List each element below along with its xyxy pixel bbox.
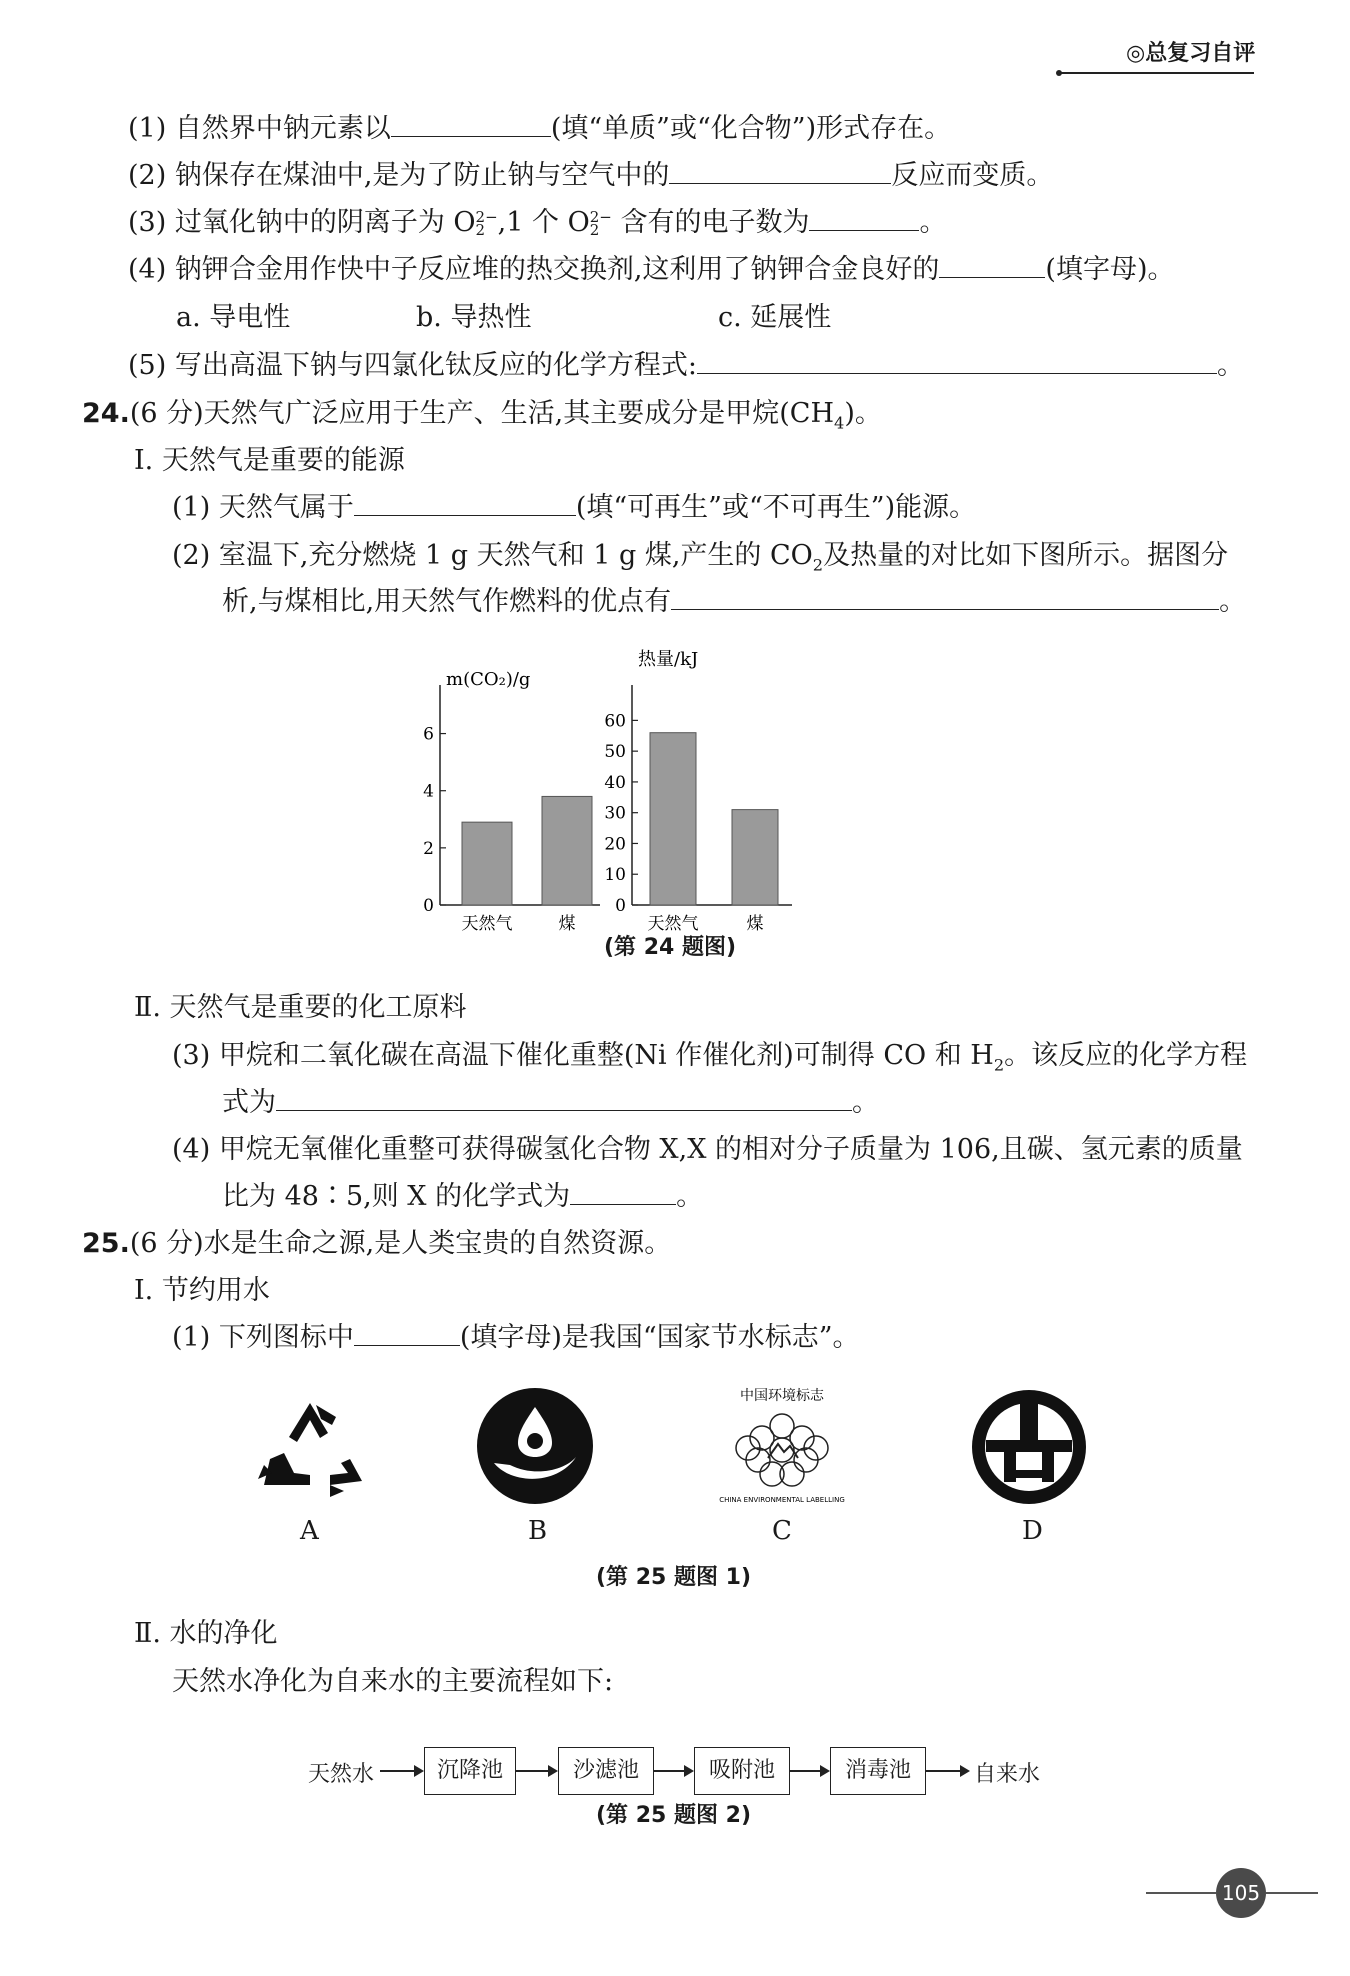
answer-blank[interactable] [697,349,1217,374]
answer-blank[interactable] [570,1180,676,1205]
bar [650,733,696,905]
icon-letter-a: A [300,1516,319,1546]
flow-step-settling: 沉降池 [424,1747,516,1795]
q24-part4-line1: (4) 甲烷无氧催化重整可获得碳氢化合物 X,X 的相对分子质量为 106,且碳、氢元素的质量 [172,1134,1243,1165]
option-a: a. 导电性 [176,302,291,333]
section-title: ◎总复习自评 [1126,41,1256,66]
flow-step-adsorption: 吸附池 [694,1747,790,1795]
header-rule [1058,72,1254,74]
y-tick-label: 2 [423,838,434,859]
q25-stem: 25.(6 分)水是生命之源,是人类宝贵的自然资源。 [82,1228,672,1259]
flow-intro: 天然水净化为自来水的主要流程如下: [172,1666,614,1697]
bar [732,810,778,905]
y-tick-label: 0 [423,896,434,916]
y-tick-label: 20 [604,834,626,855]
x-tick-label: 煤 [558,914,576,934]
flow-step-disinfection: 消毒池 [830,1747,926,1795]
flow-end: 自来水 [974,1762,1041,1787]
flow-arrow [790,1770,828,1772]
recycle-icon [250,1395,370,1505]
q24-part1: (1) 天然气属于 (填“可再生”或“不可再生”)能源。 [172,492,977,523]
answer-blank[interactable] [669,159,891,184]
flow-start: 天然水 [308,1762,375,1787]
q25-part1: (1) 下列图标中 (填字母)是我国“国家节水标志”。 [172,1322,860,1353]
y-axis-label: m(CO₂)/g [446,669,531,690]
answer-blank[interactable] [671,585,1219,610]
co2-mass-chart [423,669,600,934]
icon-letter-b: B [528,1516,548,1546]
q24-part2-line1: (2) 室温下,充分燃烧 1 g 天然气和 1 g 煤,产生的 $CO_2$及热量的对比如下图所示。据图分 [172,540,1229,575]
q23-part3: (3) 过氧化钠中的阴离子为 O 2− 2 ,1 个 O 2− 2 含有的电子数为 。 [128,207,947,239]
flow-step-sand-filter: 沙滤池 [558,1747,654,1795]
flow-arrow [380,1770,422,1772]
icon-ring-text: 中国环境标志 [740,1388,824,1404]
answer-blank[interactable] [354,491,576,516]
q24-part2-line2: 析,与煤相比,用天然气作燃料的优点有 。 [222,586,1247,617]
water-saving-icon [474,1385,596,1507]
y-tick-label: 60 [604,711,626,732]
q24-figure-caption: (第 24 题图) [604,935,737,960]
x-tick-label: 天然气 [461,914,513,934]
answer-blank[interactable] [276,1086,852,1111]
x-tick-label: 煤 [746,914,764,934]
flow-arrow [926,1770,968,1772]
q25-part-heading-1: Ⅰ. 节约用水 [134,1275,270,1306]
y-tick-label: 10 [604,865,626,886]
y-tick-label: 6 [423,724,434,745]
q23-part2: (2) 钠保存在煤油中,是为了防止钠与空气中的 反应而变质。 [128,160,1054,191]
flow-arrow [654,1770,692,1772]
q23-part1: (1) 自然界中钠元素以 (填“单质”或“化合物”)形式存在。 [128,113,952,144]
q25-figure1-caption: (第 25 题图 1) [596,1565,752,1590]
q23-part5: (5) 写出高温下钠与四氯化钛反应的化学方程式: 。 [128,350,1244,381]
page-number-rule-right [1266,1892,1318,1894]
icon-letter-d: D [1022,1516,1043,1546]
icon-bottom-text: CHINA ENVIRONMENTAL LABELLING [719,1496,845,1504]
china-environmental-label-icon [712,1380,852,1512]
page-number: 105 [1216,1868,1266,1918]
y-tick-label: 0 [615,896,626,916]
y-axis-label: 热量/kJ [638,649,699,670]
flow-arrow [516,1770,556,1772]
q25-part-heading-2: Ⅱ. 水的净化 [134,1618,278,1649]
q24-part3-line1: (3) 甲烷和二氧化碳在高温下催化重整(Ni 作催化剂)可制得 CO 和 $H_2$。该反应的化学方程 [172,1040,1248,1075]
y-tick-label: 4 [423,781,434,802]
y-tick-label: 40 [604,772,626,793]
q24-part-heading-2: Ⅱ. 天然气是重要的化工原料 [134,992,467,1023]
circle-emblem-icon [968,1386,1090,1508]
q24-part-heading-1: Ⅰ. 天然气是重要的能源 [134,445,405,476]
option-b: b. 导热性 [416,302,532,333]
icon-letter-c: C [772,1516,792,1546]
q24-figure [400,640,960,934]
x-tick-label: 天然气 [647,914,699,934]
page-number-rule-left [1146,1892,1216,1894]
y-tick-label: 50 [604,742,626,763]
answer-blank[interactable] [354,1321,460,1346]
heat-chart [604,649,792,934]
q23-part4: (4) 钠钾合金用作快中子反应堆的热交换剂,这利用了钠钾合金良好的 (填字母)。 [128,254,1175,285]
header-dot [1056,70,1062,76]
y-tick-label: 30 [604,803,626,824]
q24-part3-line2: 式为 。 [222,1087,879,1118]
answer-blank[interactable] [809,206,919,231]
bar [462,822,512,905]
q25-figure2-caption: (第 25 题图 2) [596,1803,752,1828]
q24-stem: 24.(6 分)天然气广泛应用于生产、生活,其主要成分是甲烷$(CH_4)$。 [82,398,882,433]
answer-blank[interactable] [391,112,551,137]
bar [542,796,592,905]
answer-blank[interactable] [939,253,1045,278]
q24-part4-line2: 比为 48∶5,则 X 的化学式为 。 [222,1181,704,1212]
option-c: c. 延展性 [718,302,832,333]
